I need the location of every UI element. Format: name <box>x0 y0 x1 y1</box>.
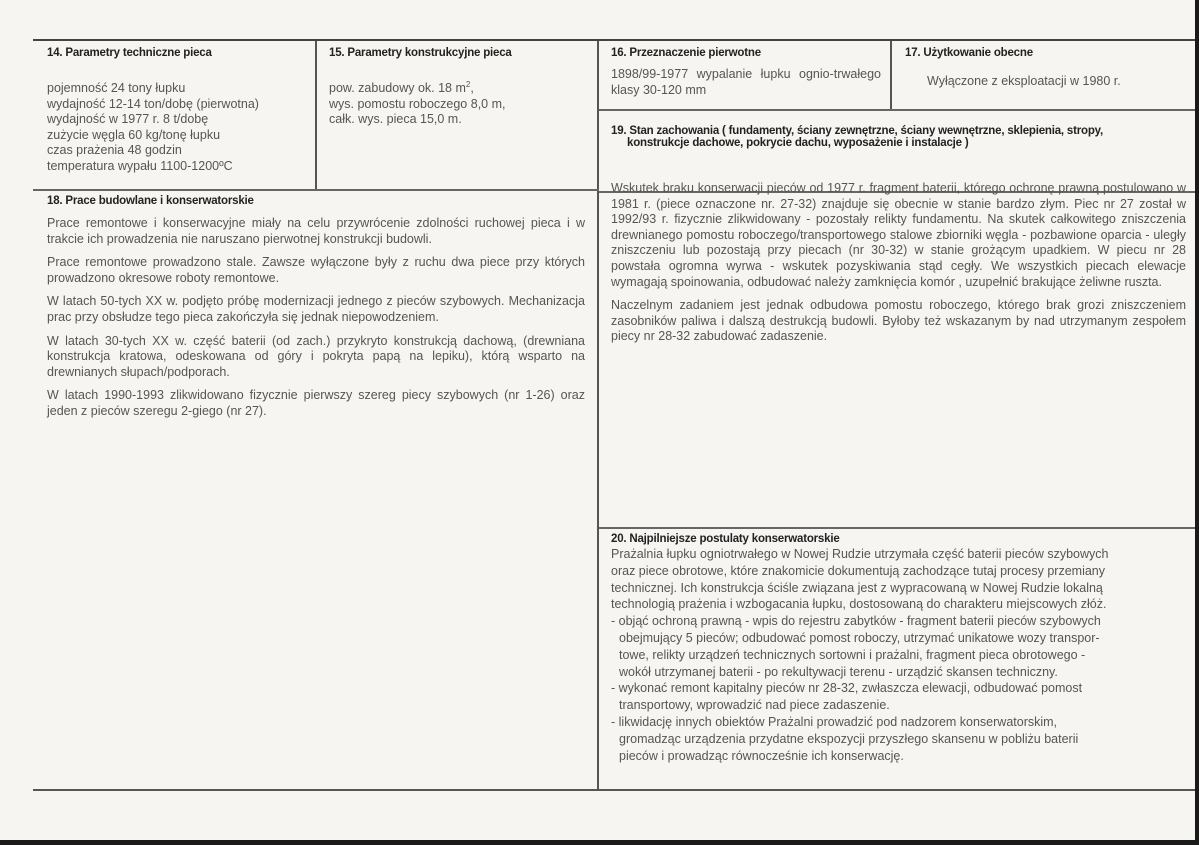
section-19-body <box>611 181 1186 345</box>
paragraph: W latach 30-tych XX w. część baterii (od zach.) przykryto konstrukcją dachową, (drewniana konstrukcja kratowa, odeskowana od góry i pokryta papą na lepiku), którą wsparto na drewnianych słupach/podporach. <box>47 333 585 379</box>
paragraph: Wskutek braku konserwacji pieców od 1977 r. fragment baterii, którego ochronę prawną postulowano w 1981 r. (piece oznaczone nr. 27-32) znajduje się obecnie w stanie bardzo złym. Piec nr 27 został w 1992/93 r. fizycznie zlikwidowany - pozostały relikty fundamentu. Na skutek całkowitego zniszczenia drewnianego pomostu roboczego/transportowego stalowe zbiorniki węgla - pozbawione oparcia - uległy zniszczeniu lub pozostają przy piecach (nr 30-32) w stanie grożącym upadkiem. W piecu nr 28 powstała ogromna wyrwa - wskutek pozyskiwania stąd cegły. We wszystkich piecach elewacje wymagają spoinowania, odbudować należy zamknięcia komór , uzupełnić brakujące żeliwne ruszta. <box>611 181 1186 289</box>
divider <box>33 189 599 191</box>
list-item: - likwidację innych obiektów Prażalni prowadzić pod nadzorem konserwatorskim, <box>611 714 1058 729</box>
paragraph: Prace remontowe i konserwacyjne miały na celu przywrócenie zdolności ruchowej pieca i w trakcie ich prowadzenia nie naruszano pierwotnej konstrukcji budowli. <box>47 216 585 246</box>
param-line: zużycie węgla 60 kg/tonę łupku <box>47 127 221 142</box>
list-item: wokół utrzymanej baterii - po rekultywacji terenu - urządzić skansen techniczny. <box>619 664 1058 679</box>
param-line: pow. zabudowy ok. 18 $m^2$, <box>329 79 474 95</box>
list-item: towe, relikty urządzeń technicznych sortowni i prażalni, fragment pieca obrotowego - <box>619 647 1086 662</box>
section-16-body: 1898/99-1977 wypalanie łupku ognio-trwałego klasy 30-120 mm <box>611 67 881 97</box>
text-line: oraz piece obrotowe, które znakomicie dokumentują zachodzące tutaj procesy przemiany <box>611 563 1106 578</box>
divider <box>890 41 892 109</box>
section-15-body <box>329 81 594 128</box>
list-item: - objąć ochroną prawną - wpis do rejestru zabytków - fragment baterii pieców szybowych <box>611 614 1101 629</box>
scan-edge <box>0 840 1199 845</box>
section-15-title: 15. Parametry konstrukcyjne pieca <box>329 47 512 59</box>
section-18 <box>47 195 585 428</box>
section-16-title: 16. Przeznaczenie pierwotne <box>611 47 761 59</box>
section-14 <box>47 47 312 175</box>
section-17 <box>905 47 1190 90</box>
section-17-body: Wyłączone z eksploatacji w 1980 r. <box>927 74 1121 88</box>
list-item: pieców i prowadząc równocześnie ich konserwację. <box>619 748 904 763</box>
paragraph: Prace remontowe prowadzono stale. Zawsze wyłączone były z ruchu dwa piece przy których prowadzono okresowe roboty remontowe. <box>47 255 585 285</box>
paragraph: Naczelnym zadaniem jest jednak odbudowa pomostu roboczego, którego brak grozi zniszczeniem zasobników paliwa i dalszą destrukcją budowli. Byłoby też wskazanym by nad utrzymanym zespołem piecy nr 28-32 zabudować zadaszenie. <box>611 298 1186 344</box>
section-19-title: 19. Stan zachowania ( fundamenty, ściany zewnętrzne, ściany wewnętrzne, sklepienia, stropy, konstrukcje dachowe, pokrycie dachu, wyposażenie i instalacje ) <box>611 125 1104 149</box>
param-line: wys. pomostu roboczego 8,0 m, <box>329 96 506 111</box>
list-item: obejmujący 5 pieców; odbudować pomost roboczy, utrzymać unikatowe wozy transpor- <box>619 630 1100 645</box>
list-item: - wykonać remont kapitalny pieców nr 28-32, zwłaszcza elewacji, odbudować pomost <box>611 681 1083 696</box>
divider <box>315 41 317 189</box>
section-19 <box>611 125 1186 353</box>
param-line: całk. wys. pieca 15,0 m. <box>329 112 462 127</box>
param-line: pojemność 24 tony łupku <box>47 81 186 95</box>
divider <box>599 527 1195 529</box>
section-20-title: 20. Najpilniejsze postulaty konserwatorskie <box>611 533 840 545</box>
section-14-title: 14. Parametry techniczne pieca <box>47 47 212 59</box>
divider <box>599 109 1195 111</box>
param-line: temperatura wypału 1100-1200ºC <box>47 158 233 173</box>
param-line: czas prażenia 48 godzin <box>47 143 182 158</box>
text-line: Prażalnia łupku ogniotrwałego w Nowej Rudzie utrzymała część baterii pieców szybowych <box>611 547 1109 561</box>
section-17-title: 17. Użytkowanie obecne <box>905 47 1033 59</box>
param-line: wydajność 12-14 ton/dobę (pierwotna) <box>47 96 259 111</box>
section-20-body <box>611 546 1186 764</box>
paragraph: W latach 50-tych XX w. podjęto próbę modernizacji jednego z pieców szybowych. Mechanizacja prac przy obsłudze tego pieca zakończyła się jednak niepowodzeniem. <box>47 294 585 324</box>
list-item: gromadząc urządzenia przydatne ekspozycji przyszłego skansenu w pobliżu baterii <box>619 731 1079 746</box>
section-18-body <box>47 216 585 420</box>
section-14-body <box>47 81 312 175</box>
section-20 <box>611 533 1186 764</box>
scan-edge <box>1195 0 1199 845</box>
section-18-title: 18. Prace budowlane i konserwatorskie <box>47 195 254 207</box>
list-item: transportowy, wprowadzić nad piece zadaszenie. <box>619 698 890 713</box>
text-line: technicznej. Ich konstrukcja ściśle związana jest z wypracowaną w Nowej Rudzie lokalną <box>611 580 1103 595</box>
paragraph: W latach 1990-1993 zlikwidowano fizycznie pierwszy szereg piecy szybowych (nr 1-26) oraz jeden z pieców szeregu 2-giego (nr 27). <box>47 388 585 418</box>
form-grid <box>33 39 1195 791</box>
section-15 <box>329 47 594 128</box>
section-16 <box>611 47 881 98</box>
divider <box>597 41 599 789</box>
text-line: technologią prażenia i wzbogacania łupku, dostosowaną do charakteru miejscowych złóż. <box>611 597 1107 612</box>
param-line: wydajność w 1977 r. 8 t/dobę <box>47 112 209 127</box>
